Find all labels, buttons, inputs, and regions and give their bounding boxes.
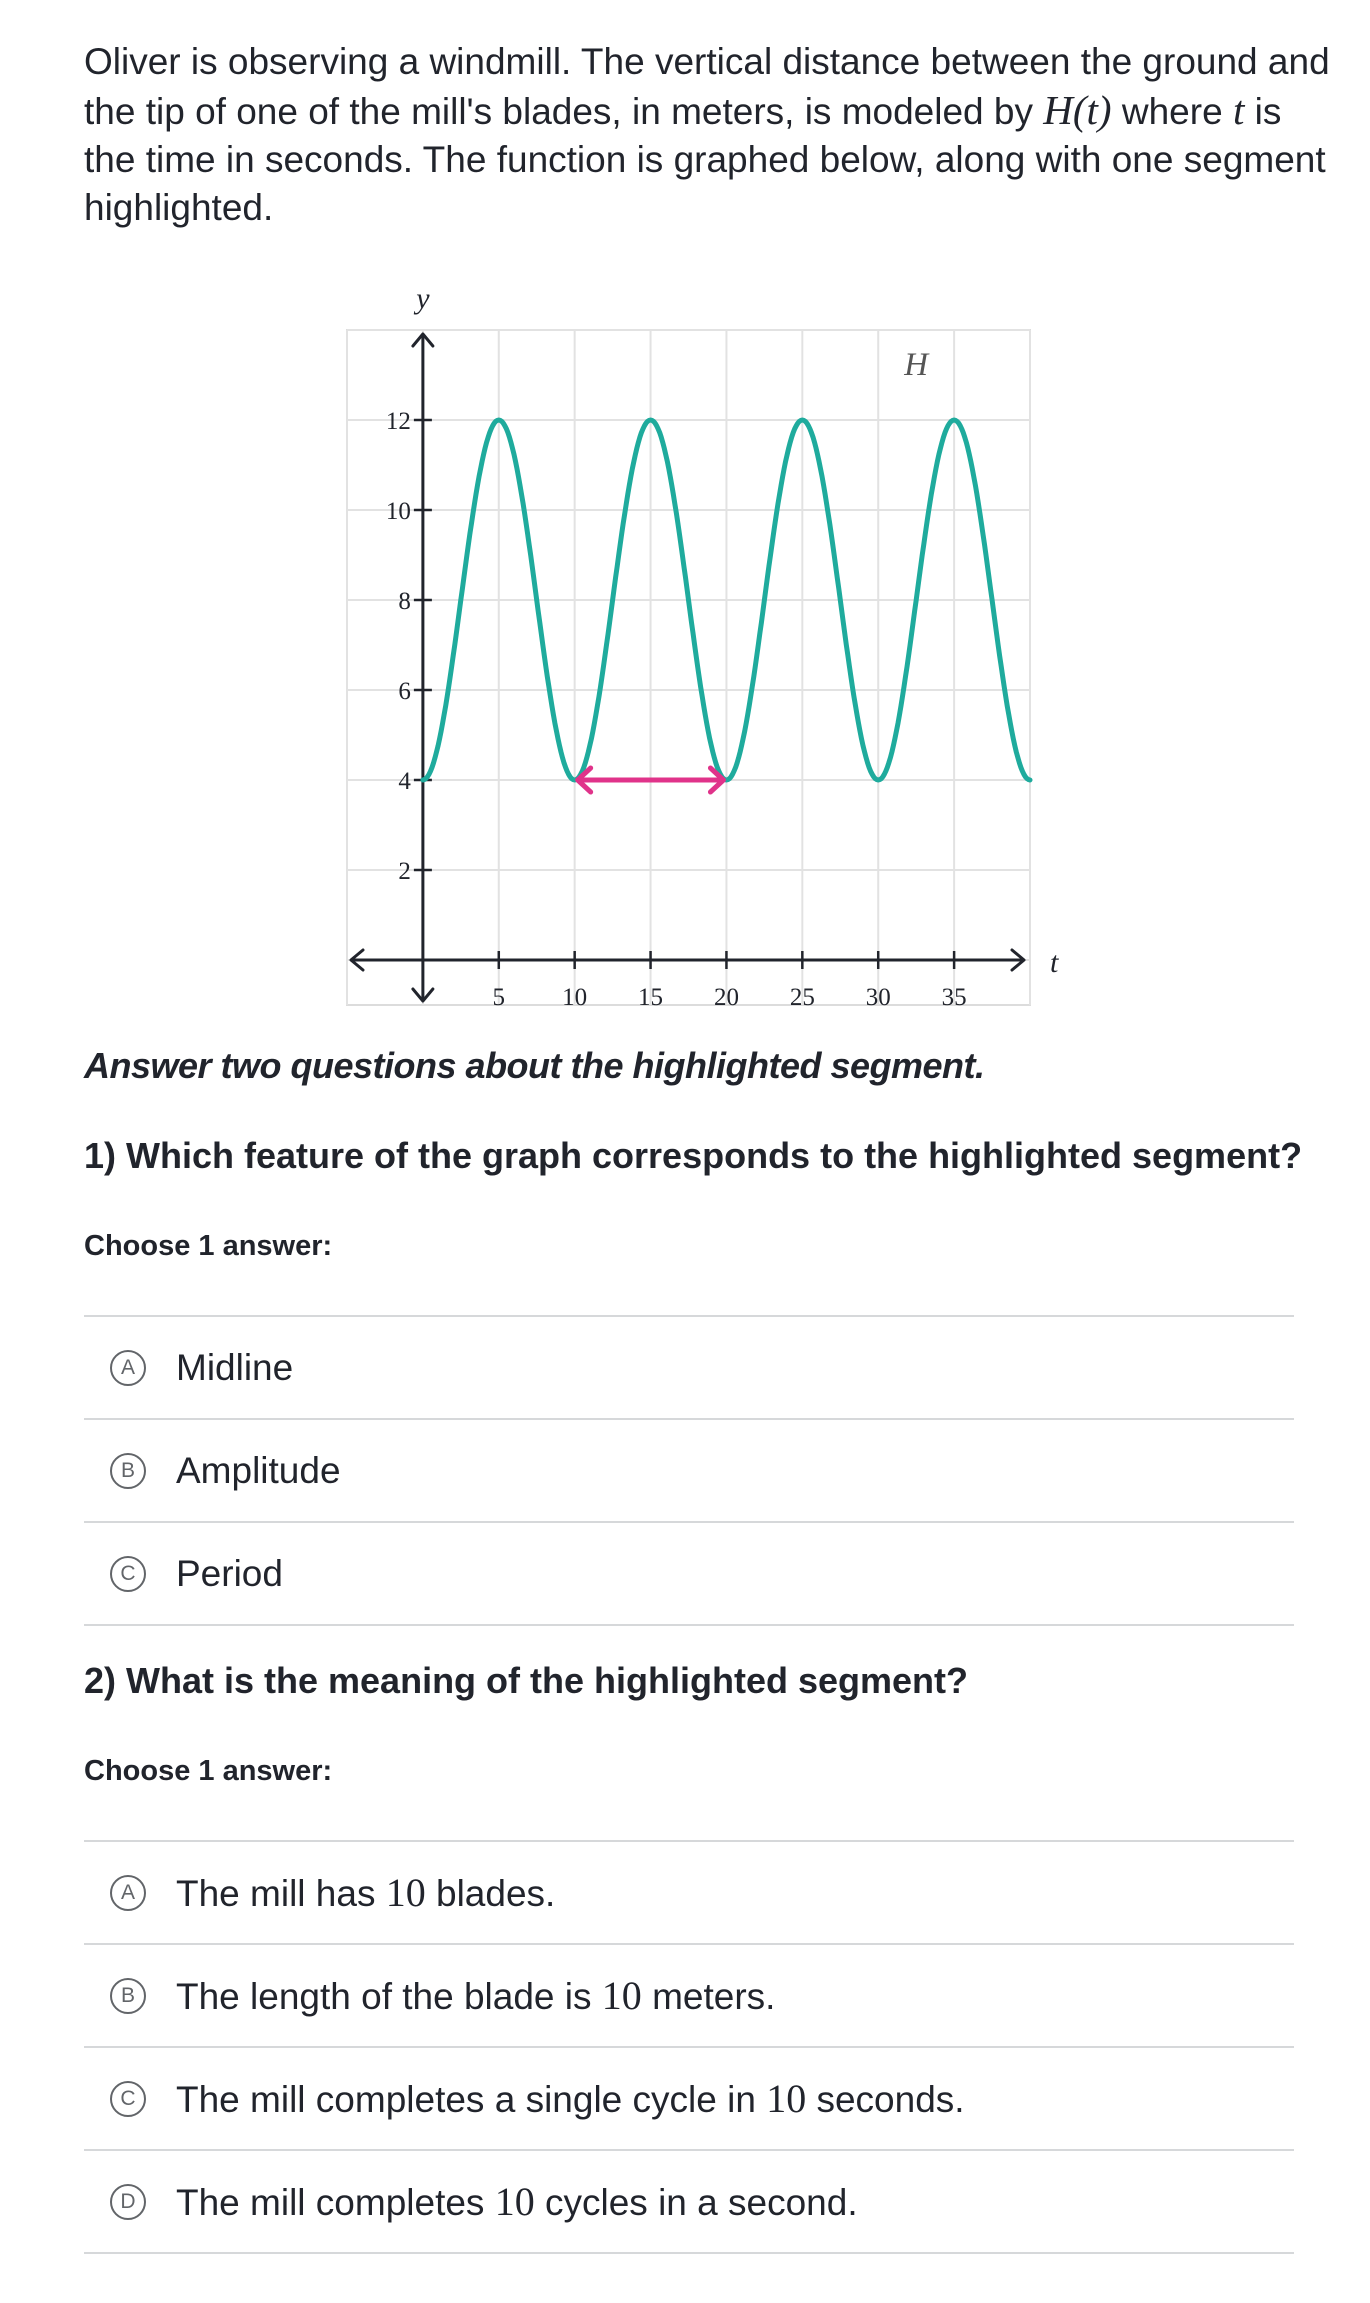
choice-text bbox=[176, 2178, 858, 2225]
function-name: H(t) bbox=[1043, 87, 1112, 133]
y-tick-label: 10 bbox=[385, 498, 411, 525]
choose-label-2: Choose 1 answer: bbox=[84, 1755, 333, 1787]
choice-text-post: seconds. bbox=[806, 2079, 965, 2120]
q2-choice-c[interactable] bbox=[84, 2046, 1294, 2149]
choice-text bbox=[176, 1869, 555, 1916]
choice-number: 10 bbox=[601, 1973, 642, 2018]
q1-choice-a[interactable] bbox=[84, 1315, 1294, 1418]
choice-text: Amplitude bbox=[176, 1449, 341, 1491]
choose-label-1: Choose 1 answer: bbox=[84, 1230, 333, 1262]
intro-text-2: where bbox=[1111, 91, 1233, 132]
q1-choices bbox=[84, 1315, 1294, 1626]
x-tick-label: 15 bbox=[638, 984, 664, 1011]
choice-number: 10 bbox=[494, 2179, 535, 2224]
y-tick-label: 6 bbox=[398, 678, 411, 705]
x-tick-label: 5 bbox=[492, 984, 506, 1011]
time-variable: t bbox=[1232, 87, 1245, 133]
choice-text-pre: The mill completes a single cycle in bbox=[176, 2079, 767, 2120]
choice-text bbox=[176, 2075, 965, 2122]
choice-letter-circle: D bbox=[110, 2184, 146, 2220]
q1-choice-c[interactable] bbox=[84, 1521, 1294, 1626]
choice-letter-circle: C bbox=[110, 2081, 146, 2117]
intro-text-1: Oliver is observing a windmill. The vertical distance between the ground and the tip of one of the mill's blades, in meters, is modeled by bbox=[84, 41, 1330, 132]
choice-text bbox=[176, 1972, 775, 2019]
choice-text-post: meters. bbox=[641, 1976, 776, 2017]
choice-letter-circle: A bbox=[110, 1875, 146, 1911]
y-tick-label: 4 bbox=[398, 768, 411, 795]
choice-letter-circle: B bbox=[110, 1453, 146, 1489]
choice-text-post: cycles in a second. bbox=[534, 2182, 858, 2223]
intro-text-3: is the time in seconds. The function is graphed below, along with one segment highlighted. bbox=[84, 91, 1326, 228]
choice-text: Period bbox=[176, 1552, 283, 1594]
choice-letter-circle: A bbox=[110, 1350, 146, 1386]
q2-choices bbox=[84, 1840, 1294, 2254]
choice-number: 10 bbox=[766, 2076, 807, 2121]
problem-statement bbox=[84, 38, 1334, 232]
choice-letter-circle: C bbox=[110, 1556, 146, 1592]
x-tick-label: 20 bbox=[713, 984, 739, 1011]
y-tick-label: 8 bbox=[398, 588, 411, 615]
windmill-graph bbox=[335, 270, 1059, 1011]
x-tick-label: 30 bbox=[865, 984, 891, 1011]
q2-choice-a[interactable] bbox=[84, 1840, 1294, 1943]
x-axis-label: t bbox=[1050, 946, 1059, 979]
instruction-text: Answer two questions about the highlighted segment. bbox=[84, 1045, 985, 1086]
function-label: H bbox=[904, 347, 929, 383]
question-1: 1) Which feature of the graph corresponds to the highlighted segment? bbox=[84, 1135, 1303, 1176]
choice-text-pre: The mill completes bbox=[176, 2182, 495, 2223]
choice-number: 10 bbox=[385, 1870, 426, 1915]
x-tick-label: 35 bbox=[941, 984, 967, 1011]
q2-choice-b[interactable] bbox=[84, 1943, 1294, 2046]
x-tick-label: 25 bbox=[789, 984, 815, 1011]
choice-text-post: blades. bbox=[425, 1873, 556, 1914]
y-tick-label: 12 bbox=[385, 408, 411, 435]
choice-text: Midline bbox=[176, 1346, 294, 1388]
q1-choice-b[interactable] bbox=[84, 1418, 1294, 1521]
choice-letter-circle: B bbox=[110, 1978, 146, 2014]
question-2: 2) What is the meaning of the highlighted segment? bbox=[84, 1660, 969, 1701]
chart-svg bbox=[335, 270, 1059, 1011]
y-tick-label: 2 bbox=[398, 858, 411, 885]
y-axis-label: y bbox=[416, 282, 430, 315]
x-tick-label: 10 bbox=[562, 984, 588, 1011]
choice-text-pre: The mill has bbox=[176, 1873, 386, 1914]
choice-text-pre: The length of the blade is bbox=[176, 1976, 602, 2017]
q2-choice-d[interactable] bbox=[84, 2149, 1294, 2254]
